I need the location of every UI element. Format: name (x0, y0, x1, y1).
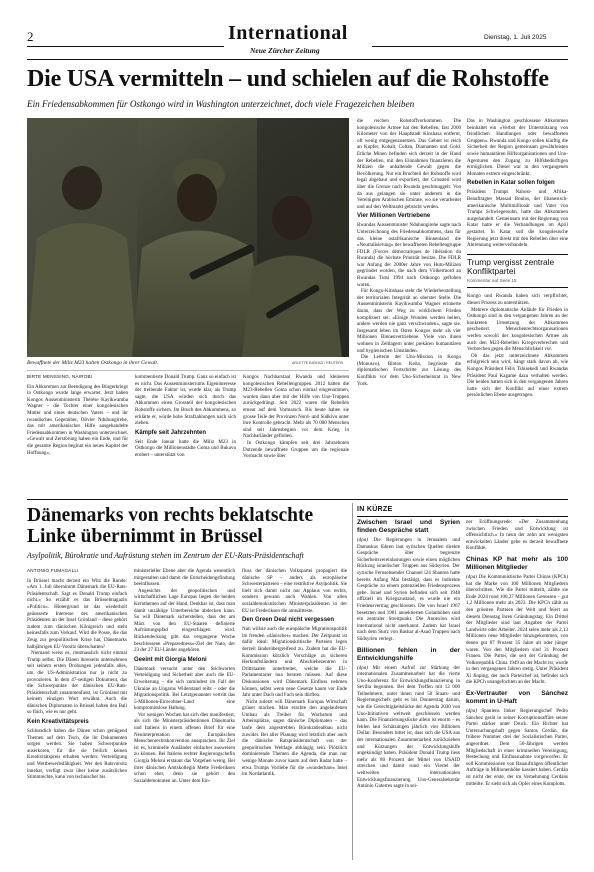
article1-col5d-text: Mehrere diplomatische Anläufe für Frieden in Ostkongo sind in den vergangenen Jahren an der konkreten Umsetzung der Abkommen gescheitert. Menschenrechtsorganisationen werfen sowohl der kongolesischen Armee als auch den M23-Rebellen Kriegsverbrechen und Verbrechen gegen die Menschlichkeit vor. (467, 306, 568, 353)
article2-col3-text: fluss der dänischen Volkspartei propagiert die dänische SP – anders als europäische Schwesterparteien – eine restriktive Asylpolitik. Sie hielt sich damit nicht nur Applaus von rechts, sondern gewann auch Wahlen. Von allen sozialdemokratischen Ministerpräsidenten in der EU ist Frederiksen die amtsältteste. (242, 568, 347, 614)
brief-development-text: Mit einem Aufruf zur Stärkung der internationalen Zusammenarbeit hat die vierte Uno-Konferenz für Entwicklungsfinanzierung in Sevilla begonnen. Bei dem Treffen mit 12 000 Teilnehmern, unter ihnen rund 50 Staats- und Regierungschefs geht es bis Donnerstag darum, wie die Gerechtigkeitslücke der Agenda 2030 von Uno-Initiativen weltweit geschlossen werden kann. Die Finanzierungslücke allein ist enorm – es fehlen laut Schätzungen jährlich vier Billionen Dollar. Besonders bitter ist, dass sich die USA aus der internationalen Zusammenarbeit zurückziehen und Kürzungen der Entwicklungshilfe angekündigt haben. Präsident Donald Trump liess mehr als 80 Prozent der Mittel von USAID streichen und damit rund ein Viertel der weltweiten internationalen Entwicklungsfinanzierung. Uno-Generalsekretär António Guterres sagte in sei- (357, 664, 460, 790)
article2-col2b-text: Angesichts der geopolitischen und wirtschaftlichen Lage Europas liegen die beiden Kernthemen auf der Hand. Denkbar ist, dass man damit unzählige Unterbereiche abdecken kann. So will Dänemark sicherstellen, dass der am März von den EU-Staaten definierte Aufrüstungspfad eingeschlagen wird. Rückendeckung gibt das vergangene Woche beschlossene «Preparedness»-Ziel der Nato, der 23 der 27 EU-Länder angehören. (134, 587, 235, 654)
article1-column-5 (467, 118, 568, 494)
brief-sanchez-text: Spaniens linker Regierungschef Pedro Sánchez gerät in seiner Korruptionsaffäre seiner Partei stärker unter Druck. Ein Richter hat Untersuchungshaft gegen Santos Cerdán, die frühere Nummer drei der Sozialistischen Partei, angeordnet. Dem 56-Jährigen werden Mitgliedschaft in einer kriminellen Vereinigung, Bestechung und Einflussnahme vorgeworfen. Er soll Kommissionen von Bauaufträgen öffentlicher Aufträge in Millionenhöhe kassiert haben. Cerdán ist nicht der erste, der im Vernehmung Cerdáns mitteilte. Er sieht sich als Opfer eines Komplotts. (466, 708, 568, 787)
article1-col3b-text: In Ostkongo kämpfen seit drei Jahrzehnten Dutzende bewaffnete Gruppen um die regionale Vormacht sowie über (243, 439, 349, 460)
article1-column-4 (357, 118, 461, 494)
promo-subtitle: Kommentar auf Seite 15 (467, 277, 517, 283)
article1-col2-text: kommentierte Donald Trump. Ganz so einfach ist es nicht. Das Aussenministeriums Eigeninteresse der treibende Faktor ist, wurde klar, als Trump sagte, die USA würden sich durch das Abkommen einen Grossteil der kongolesischen Rohstoffe sichern. Im Bruch des Abkommens, so erklärte er, würde hohe Strafzahlungen nach sich ziehen. (135, 374, 236, 427)
article2-headline-line1: Dänemarks von rechts beklatschte (27, 505, 314, 526)
caption-rule (27, 370, 349, 371)
section-title: International (228, 22, 348, 44)
brief-sanchez-title[interactable]: Ex-Vertrauter von Sánchez kommt in U-Haft (466, 690, 568, 706)
article1-col5b-text: Präsident Trumps Nahost- und Afrika-Beauftragter Massad Boulos, der libanesisch-amerikanische Multimillionär und Vater von Trumps Schwiegersohn, hatte das Abkommen ausgehandelt. Gemeinsam mit der Regierung von Katar hatte er die Verhandlungen im April gestartet. In Katar soll die kongolesische Regierung jetzt direkt mit den Rebellen über eine Abtrennung weiterverhandeln. (467, 189, 568, 249)
article1-col2b-text: Seit Ende Januar hatte die Miliz M23 in Ostkongo die Millionenstädte Goma und Bukavu erobert – unterstützt von (135, 438, 236, 458)
article2-col2c-text: Dänemark versucht unter den Stichworten Verteidigung und Sicherheit aber auch die EU-Erweiterung – die sich zumindest im Fall der Ukraine an Ungarns Widerstand reibt – oder die Migrationspolitik. Bei Letztgenannter vertritt das 5-Millionen-Einwohner-Land eine kompromisslose Haltung. (134, 665, 235, 712)
article1-column-2 (135, 374, 236, 494)
article2-column-3 (242, 568, 347, 860)
article1-col4c-text: Für Kongo-Kinshasa steht die Wiederherstellung der territorialen Integrität an oberster Stelle. Die Aussenministerin Kayikwamba Wagner erinnerte daran, dass der Weg zu wirklichem Frieden kompliziert sei: «Einige Wunden werden heilen, andere werden nie ganz verschwinden», sagte sie. Insgesamt leben im Osten Kongos mehr als vier Millionen Binnenvertriebene. Viele von ihnen wohnen in Zeltlagern unter prekären humanitären und hygienischen Umständen. (357, 288, 461, 354)
article2-author: ANTONIO FUMAGALLI (27, 568, 79, 573)
article2-subtitle: Asylpolitik, Bürokratie und Aufrüstung stehen im Zentrum der EU-Rats-Präsidentschaft (27, 551, 304, 560)
brief-china-source: (dpa) (466, 573, 477, 580)
article1-col1-text: Ein Abkommen zur Beendigung des Bürgerkriegs in Ostkongo wurde lange erwartet. Jetzt haben Kongos Aussenministerin Thérèse Kayikwamba Wagner – die Tochter einer kongolesischen Mutter und eines deutschen Vaters – und ihr rwandisches Gegenüber, Olivier Nduhungirehe, das mit amerikanischer Hilfe ausgehandelte Friedensabkommen in Washington unterzeichnet. «Gewalt und Zerstörung haben ein Ende, und für die gesamte Region beginnt ein neues Kapitel der Hoffnung», (27, 383, 128, 456)
article2-col3b-text: Nun willsie auch die europäische Migrationspolitik im frenden «dänischer» machen. Der Zeitpunkt ist dafür ideal: Migrationskritische Parteien legen derzeit länderübergreifend zu. Zudem hat die EU-Kommission kürzlich Vorschläge zu sicheren Herkunftsländern und Abschiebezentren in Drittstaaten unterbreitet, welche die EU-Parlamentarier nun beraten müssen. Auf diese Diskussionen wird Dänemark Einfluss nehmen können, selbst wenn neue Gesetze kaum vor Ende Jahr unter Dach und Fach sein dürften. (242, 626, 347, 699)
article1-col5e-text: Ob das jetzt unterzeichnete Abkommen erfolgreich sein wird, hängt stark davon ab, wie Kongos Präsident Félix Tshisekedi und Rwandas Präsident Paul Kagame dazu verhalten werden. Die beiden hatten sich in den vergangenen Jahren hatte sich der Konflikt auf einer extrem persönlichen Ebene ausgetragen. (467, 352, 568, 399)
article2-col1-text: In Brüssel macht derzeit ein Witz die Runde: «Am 1. Juli übernimmt Dänemark die EU-Rats-Präsidentschaft. Sagt es Donald Trump einfach nicht.» So erzählt es das Brüsselmagazin «Politico». Hintergrund ist das wiederholt geäusserte Interesse des amerikanischen Präsidenten an der Insel Grönland – diese gehört zudem zum dänischen Königreich und steht keinesfalls zum Verkauf. Wird die Posse, die das Zeug zur geopolitischen Krise hat, Dänemarks halbjährigen EU-Vorsitz überschatten? (27, 577, 127, 650)
article2-col3c-text: Nicht zuletzt will Dänemark Europas Wirtschaft grüner machen. Man erachte den angelaufenen Umbau als Treiber für Wachstum und Arbeitsplätze, sagen dänische Diplomaten – das laufe dem angestrebten Bürokratieabbau nicht zuwider. Bei aller Planung wird letztlich aber auch die dänische Ratspräsidentschaft von der geopolitischen Weltlage abhängig sein. Plötzlich dominierende Themen die Agenda, die man nur wenige Monate zuvor kaum auf dem Radar hatte – etwa Trumps Vorliebe für die «wunderbare» Insel im Nordatlantik. (242, 698, 347, 778)
article2-subhead-kreativitaet: Kein Kreativitätspreis (27, 719, 89, 726)
article1-subhead-kaempfe: Kämpfe seit Jahrzehnten (135, 429, 207, 436)
article1-subhead-katar: Rebellen in Katar sollen folgen (467, 180, 555, 187)
brief-development-continued: ner Eröffnungsrede: «Der Zusammenhang zwischen Frieden und Entwicklung ist offensichtlich.» In neun der zehn am wenigsten entwickelten Länder gebe es derzeit bewaffnete Konflikte. (466, 519, 568, 552)
brief-china-title[interactable]: Chinas KP hat mehr als 100 Millionen Mitglieder (466, 555, 568, 571)
page-number: 2 (27, 29, 34, 44)
brief-israel-syria-source: (dpa) (357, 537, 368, 543)
briefs-divider (352, 503, 353, 860)
article2-subhead-greendeal: Den Green Deal nicht vergessen (242, 617, 335, 624)
issue-date: Dienstag, 1. Juli 2025 (484, 34, 547, 41)
brief-israel-syria-title[interactable]: Zwischen Israel und Syrien finden Gespräche statt (357, 519, 460, 534)
article2-headline (27, 505, 347, 547)
article1-col5-text: Das in Washington geschlossene Abkommen beinhaltet ein «Verbot der Unterstützung von feindlichen Handlungen oder bewaffneten Gruppen». Rwanda und Kongo sollen künftig die Sicherheit der Region gemeinsam gewährleisten sowie humanitären Hilfsorganisationen und Uno-Agenturen den Zugang zu Hilfsbedürftigen ermöglichen. Dieser war in den vergangenen Monaten extrem eingeschränkt. (467, 118, 568, 177)
article2-subhead-meloni: Geeint mit Giorgia Meloni (134, 656, 207, 663)
article2-col2d-text: Vor wenigen Wochen hat sich dies manifestiert, als sich die Ministerpräsidentinnen Dänemarks und Italiens in einem offenen Brief für eine Neuinterpretation der Europäischen Menschenrechtskonvention aussprachen. Ihr Ziel ist es, kriminelle Ausländer einfacher ausweisen zu können. Bei Italiens rechter Regierungschefin Giorgia Meloni erstaunt das Vorgehen wenig. Bei ihrer dänischen Amtskollegin Mette Frederiksen schon eher, denn sie gehört den Sozialdemokraten an. Unter dem Ein- (134, 711, 235, 784)
article1-col3-text: Kongos Nachbarstaat Rwanda und kleineren kongolesischen Rebellengruppen. 2012 hatten die M23-Rebellen Goma schon einmal eingenommen, wurden dann aber mit der Hilfe von Uno-Truppen zurückgedrängt. Seit 2022 waren die Rebellen erneut auf dem Vormarsch. Bis heute haben sie grosse Teile der Provinzen Nord- und Südkivu unter ihre Kontrolle gebracht. Mehr als 70 000 Menschen sind seit Jahresbeginn vor dem Krieg in Nachbarländer geflohen. (243, 374, 349, 440)
article1-column-1 (27, 374, 128, 494)
article1-col5c-text: Kongo und Rwanda haben sich verpflichtet, diesen Prozess zu unterstützen. (467, 293, 568, 307)
newspaper-name: Neue Zürcher Zeitung (250, 46, 320, 55)
brief-china-text: Die Kommunistische Partei Chinas (KPCh) hat die Marke von 100 Millionen Mitgliedern überschritten. Wie die Partei mitteilt, zählte sie Ende 2024 rund 100,27 Millionen Genossen – gut 1,2 Millionen mehr als 2023. Die KPCh zählt zu den grössten Parteien der Welt und feiert an diesem Dienstag ihren Gründungstag. Ein Drittel der Mitglieder sind laut Angaben der Partei Landwirte oder Arbeiter. 2024 seien mehr als 2,13 Millionen neue Mitglieder hinzugekommen, von denen gut 87 Prozent 35 Jahre alt oder jünger waren. Von den Mitgliedern sind 31 Prozent Frauen. Die Partei, die seit der Gründung der Volksrepublik China 1949 an der Macht ist, wurde in den vergangenen Jahren stetig. Unter Präsident Xi Jinping, der auch Parteichef ist, befindet sich die KPCh unangefochten an der Macht. (466, 573, 568, 686)
article2-column-2 (134, 568, 235, 860)
photo-credit: ARLETTE BASHIZI / REUTERS (292, 361, 344, 365)
brief-israel-syria-text: Die Regierungen in Jerusalem und Damaskus führen laut syrischen Quellen direkte Gespräche über begrenzte Sicherheitsvereinbarungen sowie einen möglichen Rückzug israelischer Truppen aus Südsyrien. Der syrische Fernsehsender Channel i24 Shanrea hatte bereits Anfang Mai bestätigt, dass es indirekte Gespräche zu einem potenziellen Friedensprozess gebe. Israel und Syrien befinden sich seit 1948 offiziell im Kriegszustand, es wurde nie ein Friedensvertrag geschlossen. Die von Israel 1967 besetzten und 1981 annektierten Golanhöhen sind ein zentraler Streitpunkt. Die Annexion wird international nicht anerkannt. Zudem hat Israel nach dem Sturz von Bashar al-Asad Truppen nach Südsyrien verlegt. (357, 537, 460, 642)
article-divider (27, 499, 568, 500)
article2-headline-line2: Linke übernimmt in Brüssel (27, 526, 263, 547)
article1-col4b-text: Rwandas Aussenminister Nduhungirehe sagte nach Unterzeichnung des Friedensabkommens, dass für das kleine ostafrikanische Binnenland die «Neutralisierung» der bewaffneten Rebellengruppe FDLR (Forces démocratiques de libération du Rwanda) die höchste Priorität besitze. Die FDLR war Anfang der 2000er Jahre von Hutu-Milizen gegründet worden, die nach dem Völkermord an Rwandas Tutsi 1994 nach Ostkongo geflohen waren. (357, 222, 461, 288)
militia-photo-illustration (27, 118, 349, 357)
article2-col2-text: ministerieller Ebene aber die Agenda wesentlich mitgestalten und damit die Entscheidungsfindung beeinflussen. (134, 568, 235, 588)
briefs-heading: IN KÜRZE (357, 506, 393, 513)
masthead-rule-right (372, 46, 568, 47)
masthead-bottom-rule (27, 59, 568, 60)
masthead-rule (27, 46, 224, 47)
article1-col4-text: die reichen Rohstoffvorkommen. Die kongolesische Armee hat den Rebellen, fast 2000 Kilometer von der Hauptstadt Kinshasa entfernt, oft wenig entgegenzusetzen. Das Gebiet ist reich an Kupfer, Kobalt, Coltan, Diamanten und Gold. Etliche Minen befinden sich derzeit in der Hand der Rebellen, mit den Einnahmen finanzieren die Milizen die anhaltende Gewalt gegen die Bevölkerung. Nur ein Bruchteil der Rohstoffe wird legal abgebaut und exportiert, der Grossteil wird über die Grenze nach Rwanda geschmuggelt. Von da aus gelangen sie unter anderem in die Vereinigten Arabischen Emirate, wo sie verarbeitet und auf den Weltmarkt gebracht werden. (357, 118, 461, 210)
brief-development-title[interactable]: Billionen fehlen in der Entwicklungshilfe (357, 646, 460, 662)
article1-subhead-vertriebene: Vier Millionen Vertriebene (357, 213, 431, 220)
brief-development-source: (dpa) (357, 664, 368, 671)
article2-col1b-text: Niemand weiss es, mutmasslich nicht einmal Trump selbst. Die Dänen ihrerseits unternehmen seit seinem ersten Drohungen jedenfalls alles, um die US-Administration nur ja nicht zu provozieren. In dem 47-seitigen Dokument, das die Schwerpunkte der dänischen EU-Rats-Präsidentschaft zusammenfasst, ist Grönland mit keinem einzigen Wort erwähnt. Auch die dänischen Diplomaten in Brüssel halten den Ball so flach, wie es nur geht. (27, 650, 127, 716)
photo-caption: Bewaffnete der Miliz M23 halten Ostkongo in ihrer Gewalt. (27, 360, 159, 366)
article1-col4d-text: Die Leiterin der Uno-Mission in Kongo (Monusco), Bintou Keita, begrüsste die diplomatischen Fortschritte zur Lösung des Konflikts vor dem Uno-Sicherheitsrat in New York. (357, 354, 461, 387)
briefs-column-left (357, 519, 460, 860)
article1-author: BIRTE MENSSING, NAIROBI (27, 374, 93, 379)
brief-sanchez-source: (dpa) (466, 708, 477, 715)
article1-column-3 (243, 374, 349, 494)
briefs-column-right (466, 519, 568, 860)
article1-subtitle: Ein Friedensabkommen für Ostkongo wird in Washington unterzeichnet, doch viele Fragezeichen bleiben (27, 99, 415, 109)
briefs-heading-rule (357, 516, 568, 517)
article2-col1c-text: Schlussdich haben die Dänen schon genügend Themen auf dem Tisch, die ihr Dokumenten sorgen werden. Sie haben Schwerpunkte auserkoren, für die sie freilich keinen Kreativitätspreis erhalten werden: Verteidigung und Wettbewerbsfähigkeit. Wer den Ratsvorsitz innehat, verfügt zwar über keine zusätzlichen Stimmrechte, kann von technischer bis (27, 728, 127, 781)
article1-headline: Die USA vermitteln – und schielen auf die Rohstoffe (27, 66, 549, 92)
article1-photo (27, 118, 349, 357)
commentary-promo[interactable] (467, 254, 568, 289)
article2-column-1 (27, 568, 127, 860)
promo-title[interactable]: Trump vergisst zentrale Konfliktpartei (467, 256, 555, 277)
